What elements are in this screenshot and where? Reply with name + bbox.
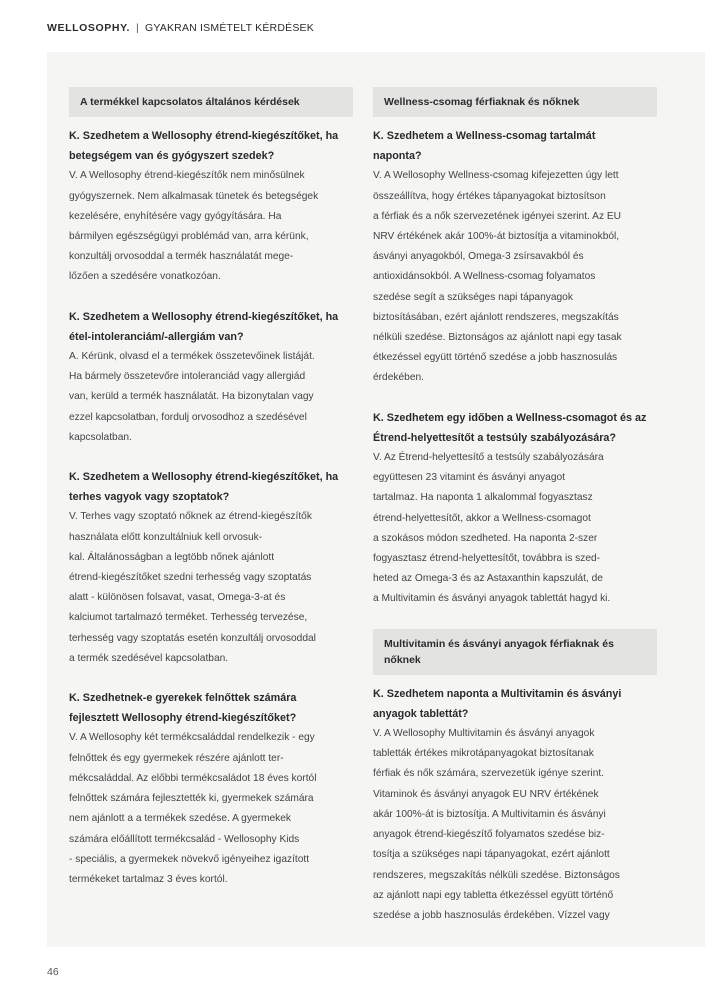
faq-question: K. Szedhetem egy időben a Wellness-csomagot és az Étrend-helyettesítőt a testsúly szabályozására?: [373, 411, 647, 444]
faq-answer: V. A Wellosophy étrend-kiegészítők nem minősülnek gyógyszernek. Nem alkalmasak tünetek és betegségek kezelésére, enyhítésére vagy gyógyítására. Ha bármilyen egészségügyi problémád van, arra kérünk, konzultálj orvosoddal a termék használatát mege- lőzően a szedésére vonatkozóan.: [69, 170, 319, 283]
faq-item: [373, 684, 657, 926]
faq-answer: V. A Wellosophy Multivitamin és ásványi anyagok tabletták értékes mikrotápanyagokat biztosítanak férfiak és nők számára, szervezetük igénye szerint. Vitaminok és ásványi anyagok EU NRV értékének akár 100%-át is biztosítja. A Multivitamin és ásványi anyagok étrend-kiegészítő folyamatos szedése biz- tosítja a szükséges napi tápanyagokat, ezért ajánlott rendszeres, megszakítás nélküli szedése. Biztonságos az ajánlott napi egy tabletta étkezéssel együtt történő szedése a jobb hasznosulás érdekében. Vízzel vagy: [373, 728, 620, 921]
section-heading-multivitamin: Multivitamin és ásványi anyagok férfiaknak és nőknek: [373, 629, 657, 675]
faq-item: [373, 126, 657, 389]
faq-answer: V. Terhes vagy szoptató nőknek az étrend-kiegészítők használata előtt konzultálniuk kell orvosuk- kal. Általánosságban a legtöbb nőnek ajánlott étrend-kiegészítőket szedni terhesség vagy szoptatás alatt - különösen folsavat, vasat, Omega-3-at és kalciumot tartalmazó terméket. Terhesség tervezése, terhesség vagy szoptatás esetén konzultálj orvosoddal a termék szedésével kapcsolatban.: [69, 511, 316, 664]
faq-question: K. Szedhetem a Wellness-csomag tartalmát naponta?: [373, 130, 596, 163]
faq-question: K. Szedhetem a Wellosophy étrend-kiegészítőket, ha étel-intoleranciám/-allergiám van?: [69, 310, 339, 343]
faq-item: [69, 126, 353, 288]
faq-item: [373, 408, 657, 610]
faq-item: [69, 307, 353, 448]
faq-question: K. Szedhetem a Wellosophy étrend-kiegészítőket, ha terhes vagyok vagy szoptatok?: [69, 471, 339, 504]
faq-answer: V. A Wellosophy két termékcsaláddal rendelkezik - egy felnőttek és egy gyermekek részére ajánlott ter- mékcsaláddal. Az előbbi termékcsaládot 18 éves kortól felnőttek számára fejlesztették ki, gyermekek számára nem ajánlott a a termékek szedése. A gyermekek számára előállított termékcsalád - Wellosophy Kids - speciális, a gyermekek növekvő igényeihez igazított termékeket tartalmaz 3 éves kortól.: [69, 732, 317, 885]
page-header: [47, 22, 314, 34]
faq-item: [69, 467, 353, 669]
right-column: [373, 87, 657, 945]
faq-answer: V. A Wellosophy Wellness-csomag kifejezetten úgy lett összeállítva, hogy értékes tápanyagokat biztosítson a férfiak és a nők szervezetének igényei szerint. Az EU NRV értékének akár 100%-át biztosítja a vitaminokból, ásványi anyagokból, Omega-3 zsírsavakból és antioxidánsokból. A Wellness-csomag folyamatos szedése segít a szükséges napi tápanyagok biztosításában, ezért ajánlott rendszeres, megszakítás nélküli szedése. Biztonságos az ajánlott napi egy tasak étkezéssel együtt történő szedése a jobb hasznosulás érdekében.: [373, 170, 622, 384]
brand-logo: WELLOSOPHY.: [47, 22, 131, 34]
header-title: GYAKRAN ISMÉTELT KÉRDÉSEK: [144, 22, 314, 34]
faq-question: K. Szedhetnek-e gyerekek felnőttek számára fejlesztett Wellosophy étrend-kiegészítőket?: [69, 692, 297, 725]
faq-question: K. Szedhetem naponta a Multivitamin és ásványi anyagok tablettát?: [373, 687, 622, 720]
content-panel: [47, 52, 705, 947]
header-separator: |: [136, 22, 139, 34]
left-column: [69, 87, 353, 909]
faq-answer: A. Kérünk, olvasd el a termékek összetevőinek listáját. Ha bármely összetevőre intoleranciád vagy allergiád van, kerüld a termék használatát. Ha bizonytalan vagy ezzel kapcsolatban, fordulj orvosodhoz a szedésével kapcsolatban.: [69, 351, 315, 443]
page-number: 46: [47, 966, 59, 978]
faq-answer: V. Az Étrend-helyettesítő a testsúly szabályozására együttesen 23 vitamint és ásványi anyagot tartalmaz. Ha naponta 1 alkalommal fogyasztasz étrend-helyettesítőt, akkor a Wellness-csomagot a szokásos módon szedheted. Ha naponta 2-szer fogyasztasz étrend-helyettesítőt, továbbra is szed- heted az Omega-3 és az Astaxanthin kapszulát, de a Multivitamin és ásványi anyagok tablettát hagyd ki.: [373, 452, 611, 605]
section-heading-general: A termékkel kapcsolatos általános kérdések: [69, 87, 353, 117]
faq-question: K. Szedhetem a Wellosophy étrend-kiegészítőket, ha betegségem van és gyógyszert szedek?: [69, 130, 339, 163]
faq-item: [69, 688, 353, 890]
section-heading-wellness: Wellness-csomag férfiaknak és nőknek: [373, 87, 657, 117]
